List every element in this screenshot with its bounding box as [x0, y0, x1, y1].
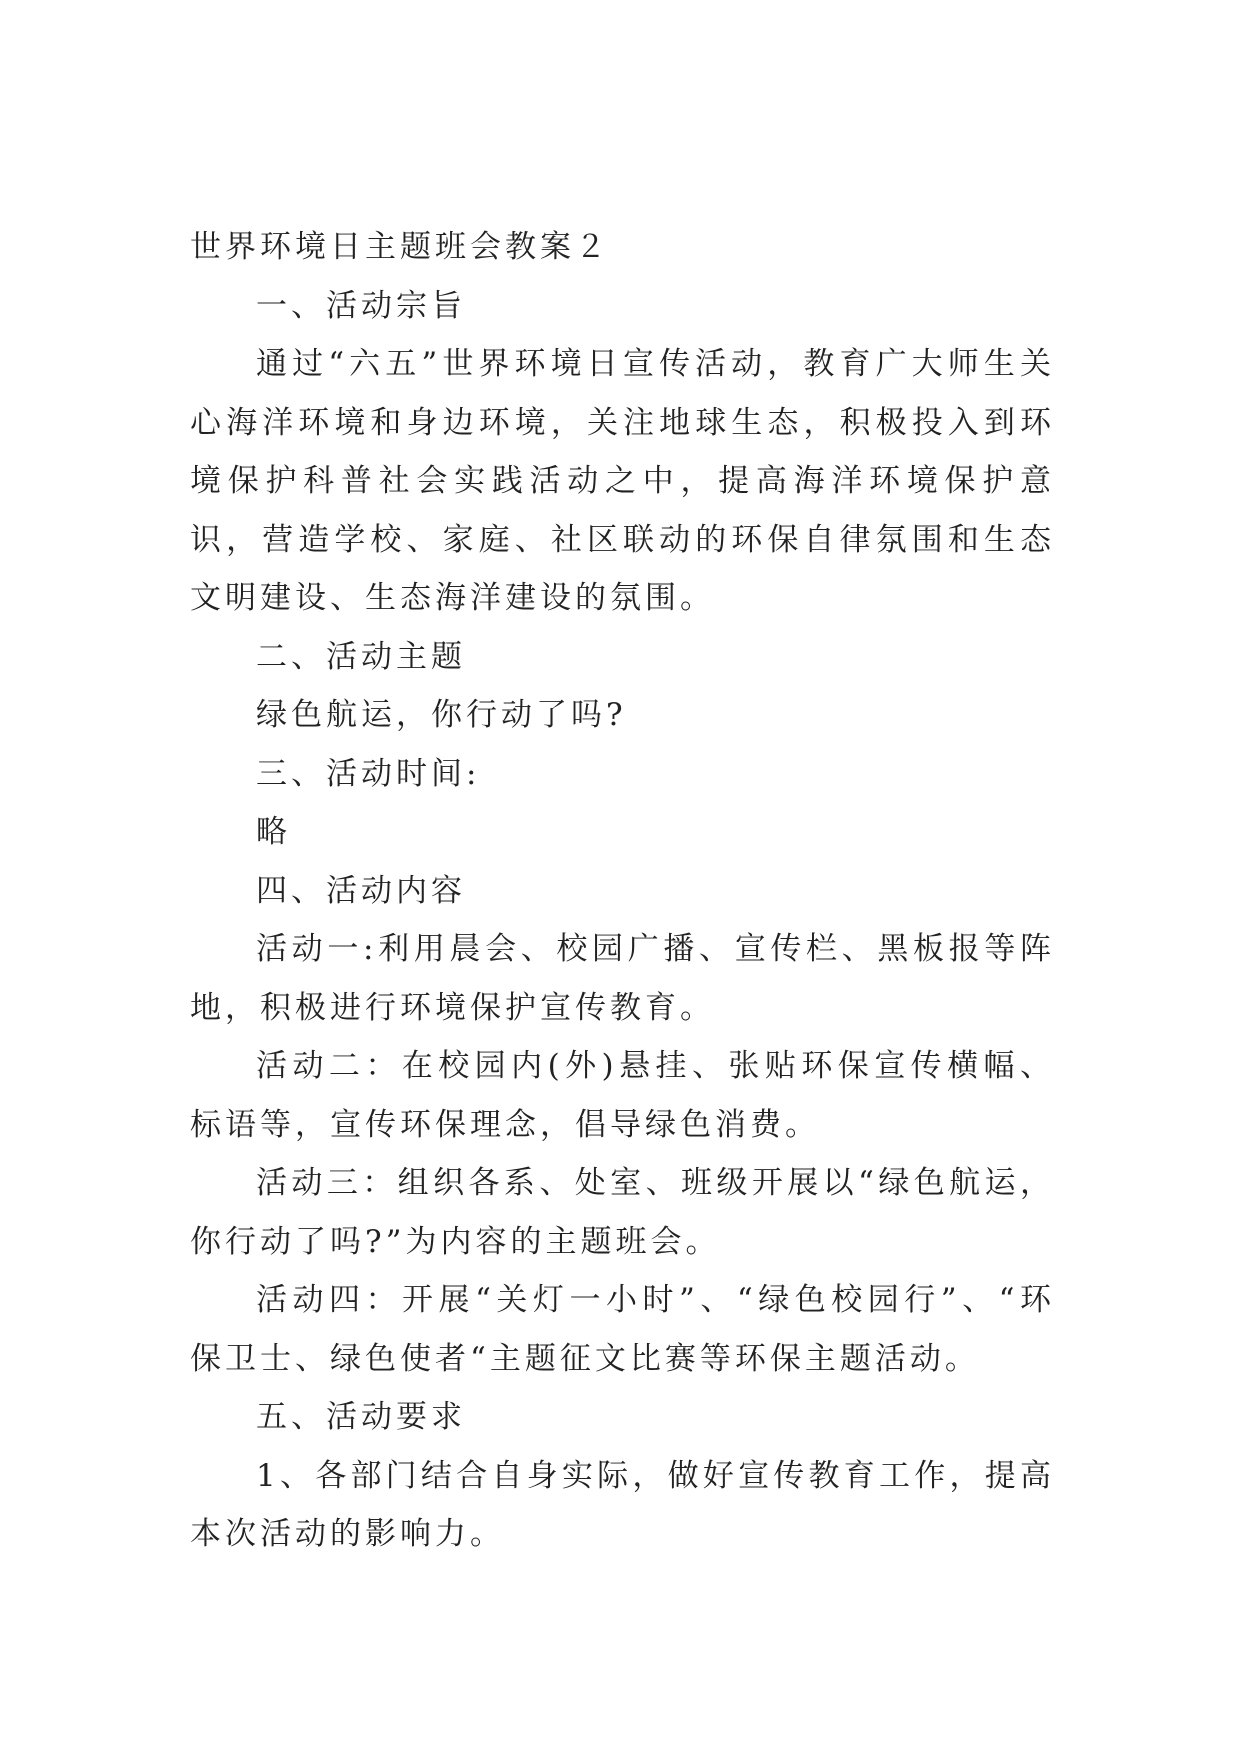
section-heading-content: 四、活动内容	[256, 872, 466, 909]
document-title: 世界环境日主题班会教案２	[190, 229, 610, 265]
section-heading-purpose: 一、活动宗旨	[256, 287, 466, 324]
section-heading-requirements: 五、活动要求	[256, 1399, 466, 1435]
paragraph-requirement-1: 1、各部门结合自身实际，做好宣传教育工作，提高本次活动的影响力。	[190, 1457, 1055, 1552]
paragraph-activity-4: 活动四：开展“关灯一小时”、“绿色校园行”、“环保卫士、绿色使者“主题征文比赛等环保主题活动。	[190, 1282, 1055, 1377]
paragraph-activity-2: 活动二：在校园内(外)悬挂、张贴环保宣传横幅、标语等，宣传环保理念，倡导绿色消费。	[190, 1048, 1055, 1143]
paragraph-activity-3: 活动三：组织各系、处室、班级开展以“绿色航运，你行动了吗?”为内容的主题班会。	[190, 1165, 1055, 1260]
paragraph-activity-1: 活动一:利用晨会、校园广播、宣传栏、黑板报等阵地，积极进行环境保护宣传教育。	[190, 931, 1055, 1026]
paragraph-time: 略	[256, 814, 291, 850]
paragraph-purpose: 通过“六五”世界环境日宣传活动，教育广大师生关心海洋环境和身边环境，关注地球生态，积极投入到环境保护科普社会实践活动之中，提高海洋环境保护意识，营造学校、家庭、社区联动的环保自律氛围和生态文明建设、生态海洋建设的氛围。	[190, 346, 1055, 616]
section-heading-theme: 二、活动主题	[256, 638, 466, 675]
document-body	[190, 218, 1055, 1564]
section-heading-time: 三、活动时间:	[256, 755, 481, 792]
paragraph-theme: 绿色航运，你行动了吗?	[256, 697, 627, 733]
